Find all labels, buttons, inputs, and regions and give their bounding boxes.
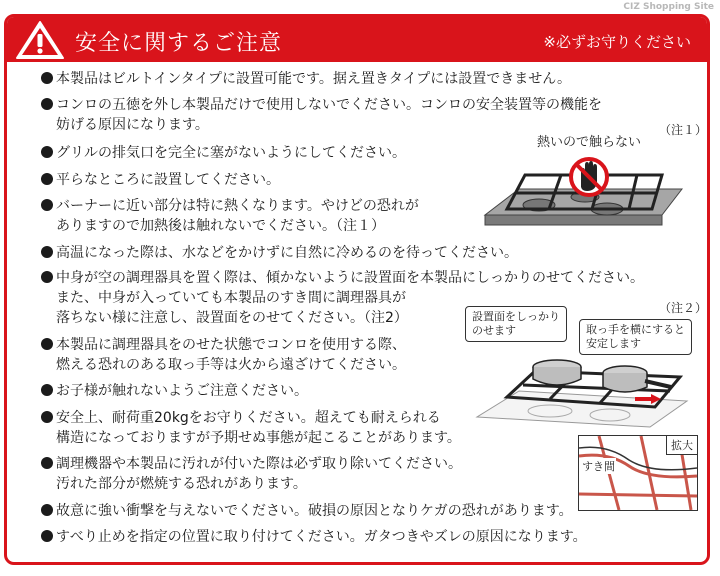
callout-text: のせます bbox=[472, 324, 516, 337]
caution-item bbox=[41, 170, 280, 190]
caution-item bbox=[41, 408, 461, 448]
caution-text: 平らなところに設置してください。 bbox=[56, 172, 280, 188]
page-title: 安全に関するご注意 bbox=[75, 31, 283, 56]
watermark: CIZ Shopping Site bbox=[623, 2, 714, 12]
callout-text: 安定します bbox=[586, 337, 641, 350]
gap-label: すき間 bbox=[582, 460, 615, 473]
caution-text: 調理機器や本製品に汚れが付いた際は必ず取り除いてください。 bbox=[56, 456, 462, 472]
bullet-icon bbox=[41, 338, 53, 350]
caution-item bbox=[41, 95, 602, 135]
bullet-icon bbox=[41, 173, 53, 185]
caution-item bbox=[41, 196, 419, 236]
callout-text: 取っ手を横にすると bbox=[586, 323, 685, 336]
safety-notice-panel bbox=[4, 14, 710, 565]
bullet-icon bbox=[41, 411, 53, 423]
enlarge-label: 拡大 bbox=[666, 436, 697, 455]
note2-label: （注２） bbox=[659, 301, 708, 315]
bullet-icon bbox=[41, 457, 53, 469]
bullet-icon bbox=[41, 199, 53, 211]
caution-text-line2: ありますので加熱後は触れないでください。（注１） bbox=[56, 218, 385, 234]
header-bar bbox=[7, 17, 707, 62]
caution-text: 本製品はビルトインタイプに設置可能です。据え置きタイプには設置できません。 bbox=[56, 71, 572, 87]
caution-text: バーナーに近い部分は特に熱くなります。やけどの恐れが bbox=[56, 198, 419, 214]
caution-item bbox=[41, 243, 518, 263]
caution-item bbox=[41, 501, 573, 521]
caution-text-line2: 妨げる原因になります。 bbox=[56, 117, 209, 133]
bullet-icon bbox=[41, 98, 53, 110]
no-touch-icon bbox=[571, 159, 607, 195]
caution-text-line2: また、中身が入っていても本製品のすき間に調理器具が bbox=[56, 290, 406, 306]
stove-rack-illustration bbox=[477, 147, 692, 247]
bullet-icon bbox=[41, 72, 53, 84]
caution-item bbox=[41, 335, 406, 375]
caution-text: お子様が触れないようご注意ください。 bbox=[56, 383, 308, 399]
caution-text: 安全上、耐荷重20kgをお守りください。超えても耐えられる bbox=[56, 410, 441, 426]
caution-text: 中身が空の調理器具を置く際は、傾かないように設置面を本製品にしっかりのせてください。 bbox=[56, 270, 644, 286]
enlarged-view bbox=[578, 435, 698, 511]
warning-icon bbox=[15, 20, 65, 60]
bullet-icon bbox=[41, 530, 53, 542]
bullet-icon bbox=[41, 384, 53, 396]
caution-text: グリルの排気口を完全に塞がないようにしてください。 bbox=[56, 145, 406, 161]
bullet-icon bbox=[41, 504, 53, 516]
caution-text-line2: 燃える恐れのある取っ手等は火から遠ざけてください。 bbox=[56, 357, 406, 373]
caution-text: すべり止めを指定の位置に取り付けてください。ガタつきやズレの原因になります。 bbox=[56, 529, 587, 545]
caution-text: 高温になった際は、水などをかけずに自然に冷めるのを待ってください。 bbox=[56, 245, 518, 261]
note1-label: （注１） bbox=[659, 123, 708, 137]
must-follow-note: ※必ずお守りください bbox=[543, 33, 691, 51]
bullet-icon bbox=[41, 246, 53, 258]
caution-item bbox=[41, 69, 571, 89]
caution-item bbox=[41, 454, 462, 494]
caution-text-line2: 構造になっておりますが予期せぬ事態が起こることがあります。 bbox=[56, 430, 461, 446]
caution-item bbox=[41, 143, 406, 163]
caution-text: 本製品に調理器具をのせた状態でコンロを使用する際、 bbox=[56, 337, 406, 353]
callout-handle-sideways bbox=[579, 319, 692, 355]
callout-text: 設置面をしっかり bbox=[472, 310, 560, 323]
caution-text-line2: 汚れた部分が燃焼する恐れがあります。 bbox=[56, 476, 307, 492]
caution-text: コンロの五徳を外し本製品だけで使用しないでください。コンロの安全装置等の機能を bbox=[56, 97, 602, 113]
caution-item bbox=[41, 381, 308, 401]
callout-place-surface bbox=[465, 306, 567, 342]
bullet-icon bbox=[41, 271, 53, 283]
hot-caption: 熱いので触らない bbox=[537, 135, 642, 150]
bullet-icon bbox=[41, 146, 53, 158]
caution-text: 故意に強い衝撃を与えないでください。破損の原因となりケガの恐れがあります。 bbox=[56, 503, 573, 519]
caution-item bbox=[41, 527, 587, 547]
caution-text-line3: 落ちない様に注意し、設置面をのせてください。（注2） bbox=[56, 310, 408, 326]
